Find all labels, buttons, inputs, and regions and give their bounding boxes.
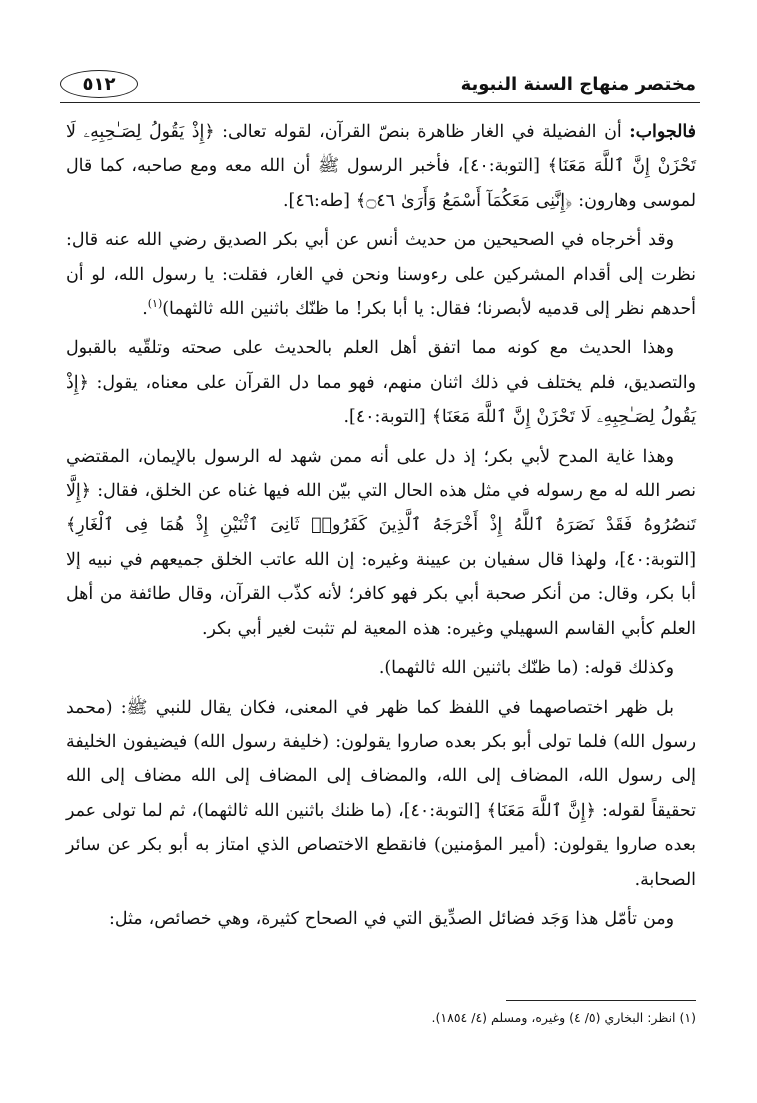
paragraph-text: وكذلك قوله: (ما ظنّك باثنين الله ثالثهما).	[378, 658, 674, 679]
paragraph	[66, 331, 696, 434]
paragraph-text: وهذا غاية المدح لأبي بكر؛ إذ دل على أنه ممن شهد له الرسول بالإيمان، المقتضي نصر الله له مع رسوله في مثل هذه الحال التي بيّن الله فيها غناه عن الخلق، فقال: ﴿إِلَّا تَنصُرُوهُ فَقَدْ نَصَرَهُ ٱللَّهُ إِذْ أَخْرَجَهُ ٱلَّذِينَ كَفَرُوا۟ ثَانِىَ ٱثْنَيْنِ إِذْ هُمَا فِى ٱلْغَارِ﴾ [التوبة:٤٠]، ولهذا قال سفيان بن عيينة وغيره: إن الله عاتب الخلق جميعهم في نبيه إلا أبا بكر، وقال: من أنكر صحبة أبي بكر فهو كافر؛ لأنه كذّب القرآن، وقال طائفة من أهل العلم كأبي القاسم السهيلي وغيره: هذه المعية لم تثبت لغير أبي بكر.	[66, 446, 696, 639]
footnote-separator	[506, 1000, 696, 1001]
book-title: مختصر منهاج السنة النبوية	[460, 74, 696, 95]
main-text	[66, 115, 696, 941]
answer-lead: فالجواب:	[629, 122, 696, 142]
paragraph-tail: .	[142, 299, 148, 320]
footnote-marker: (١)	[147, 297, 163, 311]
paragraph	[66, 440, 696, 646]
paragraph-text: ومن تأمّل هذا وَجَد فضائل الصدِّيق التي في الصحاح كثيرة، وهي خصائص، مثل:	[109, 908, 674, 929]
paragraph	[66, 223, 696, 326]
header-rule	[60, 102, 700, 103]
paragraph-text: بل ظهر اختصاصهما في اللفظ كما ظهر في المعنى، فكان يقال للنبي ﷺ: (محمد رسول الله) فلما تولى أبو بكر بعده صاروا يقولون: (خليفة رسول الله) فيضيفون الخليفة إلى رسول الله، المضاف إلى الله، والمضاف إلى المضاف إلى الله مضاف إلى الله تحقيقاً لقوله: ﴿إِنَّ ٱللَّهَ مَعَنَا﴾ [التوبة:٤٠]، (ما ظنك باثنين الله ثالثهما)، ثم لما تولى عمر بعده صاروا يقولون: (أمير المؤمنين) فانقطع الاختصاص الذي امتاز به أبو بكر عن سائر الصحابة.	[66, 697, 696, 890]
page-number: ٥١٢	[60, 70, 138, 98]
paragraph	[66, 902, 696, 936]
paragraph-text: وقد أخرجاه في الصحيحين من حديث أنس عن أبي بكر الصديق رضي الله عنه قال: نظرت إلى أقدام المشركين على رءوسنا ونحن في الغار، فقلت: يا رسول الله، لو أن أحدهم نظر إلى قدميه لأبصرنا؛ فقال: يا أبا بكر! ما ظنّك باثنين الله ثالثهما)	[66, 230, 696, 320]
paragraph	[66, 651, 696, 685]
paragraph-text: أن الفضيلة في الغار ظاهرة بنصّ القرآن، لقوله تعالى: ﴿إِذْ يَقُولُ لِصَـٰحِبِهِۦ لَا تَحْزَنْ إِنَّ ٱللَّهَ مَعَنَا﴾ [التوبة:٤٠]، فأخبر الرسول ﷺ أن الله معه ومع صاحبه، كما قال لموسى وهارون: ﴿إِنَّنِى مَعَكُمَآ أَسْمَعُ وَأَرَىٰ ۝٤٦﴾ [طه:٤٦].	[66, 122, 697, 211]
paragraph	[66, 691, 696, 897]
paragraph-text: وهذا الحديث مع كونه مما اتفق أهل العلم بالحديث على صحته وتلقّيه بالقبول والتصديق، فلم يختلف في ذلك اثنان منهم، فهو مما دل القرآن على معناه، يقول: ﴿إِذْ يَقُولُ لِصَـٰحِبِهِۦ لَا تَحْزَنْ إِنَّ ٱللَّهَ مَعَنَا﴾ [التوبة:٤٠].	[66, 338, 696, 428]
page-header	[60, 62, 700, 106]
footnote: (١) انظر: البخاري (٥/ ٤) وغيره، ومسلم (٤/ ١٨٥٤).	[431, 1010, 696, 1025]
paragraph	[66, 115, 696, 218]
